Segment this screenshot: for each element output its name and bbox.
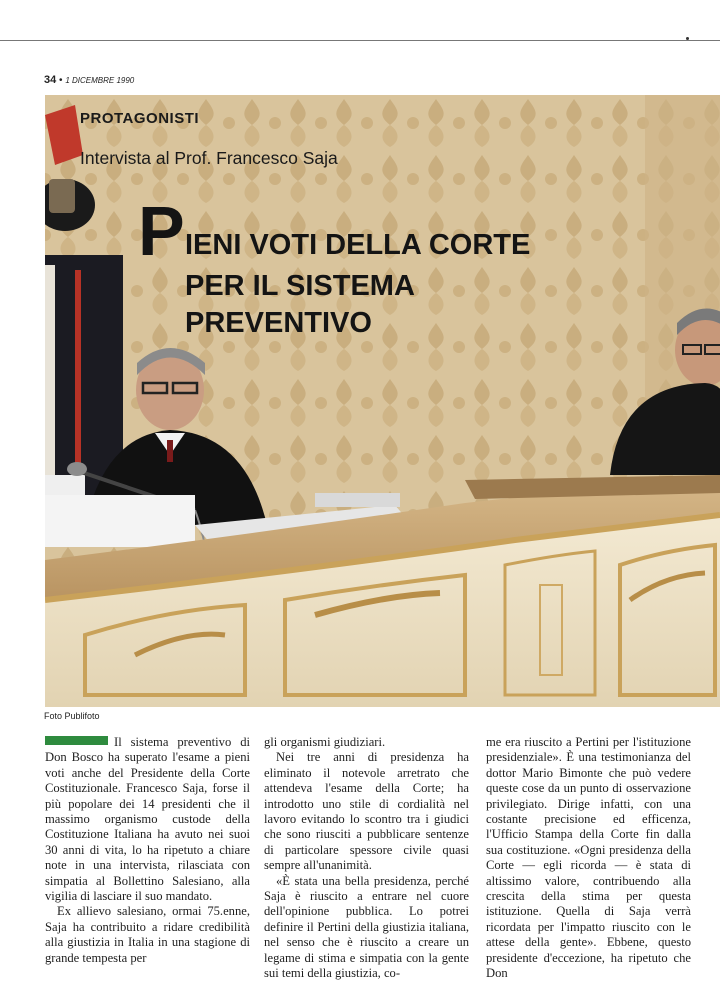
courtroom-photo-illustration — [45, 95, 720, 707]
column-3-paragraph-1: me era riuscito a Pertini per l'istituzione presidenziale». È una testimonianza del dottor Mario Bimonte che può vedere queste cose da un punto di osservazione privilegiato. Dirige infatti, con una costante precisione ed efficenza, l'Ufficio Stampa della Corte fin dalla sua costituzione. «Ogni presidenza della Corte — egli ricorda — è stata di altissimo valore, contribuendo alla crescita della stima per questa istituzione. Quella di Saja verrà ricordata per l'impatto riuscito con le attese della gente». Ebbene, questo presidente d'eccezione, ha ripetuto che Don — [486, 735, 691, 981]
column-2-paragraph-3: «È stata una bella presidenza, perché Saja è riuscito a entrare nel cuore dell'opinione pubblica. Lo potrei definire il Pertini della giustizia italiana, nel senso che è riuscito a creare un legame di stima e simpatia con la gente sui temi della giustizia, co- — [264, 873, 469, 981]
column-2-paragraph-2: Nei tre anni di presidenza ha eliminato il notevole arretrato che attendeva l'esame della Corte; ha introdotto uno stile di cordialità nel lavoro evitando lo scontro tra i giudici che sono riusciti a pubblicare sentenze di particolare spessore civile quasi sempre all'unanimità. — [264, 750, 469, 873]
article-column-2 — [264, 735, 469, 982]
folio-separator: • — [59, 75, 63, 86]
page-number: 34 — [44, 74, 57, 86]
column-1-paragraph-2: Ex allievo salesiano, ormai 75.enne, Saja ha contribuito a ridare credibilità alla giustizia in Italia in una stagione di grande tempesta per — [45, 904, 250, 965]
headline-line-1: IENI VOTI DELLA CORTE — [185, 229, 531, 261]
headline-line-3: PREVENTIVO — [185, 307, 372, 339]
article-subtitle: Intervista al Prof. Francesco Saja — [80, 148, 338, 168]
header-rule — [0, 40, 720, 41]
section-label: PROTAGONISTI — [80, 110, 200, 127]
accent-bar — [45, 736, 108, 745]
article-column-1 — [45, 735, 250, 966]
column-2-paragraph-1: gli organismi giudiziari. — [264, 735, 386, 749]
article-column-3 — [486, 735, 691, 982]
courtroom-photo — [45, 95, 720, 707]
issue-date: 1 DICEMBRE 1990 — [65, 76, 135, 85]
photo-credit: Foto Publifoto — [44, 711, 100, 721]
headline-drop-cap: P — [138, 192, 185, 270]
headline-line-2: PER IL SISTEMA — [185, 270, 415, 302]
header-dot — [686, 37, 689, 40]
column-1-paragraph-1 — [45, 735, 250, 904]
column-1-paragraph-1-text: Il sistema preventivo di Don Bosco ha superato l'esame a pieni voti anche del Presidente della Corte Costituzionale. Francesco Saja, forse il più popolare dei 14 presidenti che il massimo organismo custode della Costituzione Italiana ha avuto nei suoi 30 anni di vita, lo ha ripetuto a chiare note in una intervista, rilasciata con simpatia al Bollettino Salesiano, alla vigilia di lasciare il suo mandato. — [45, 735, 250, 904]
page-folio — [44, 74, 134, 86]
